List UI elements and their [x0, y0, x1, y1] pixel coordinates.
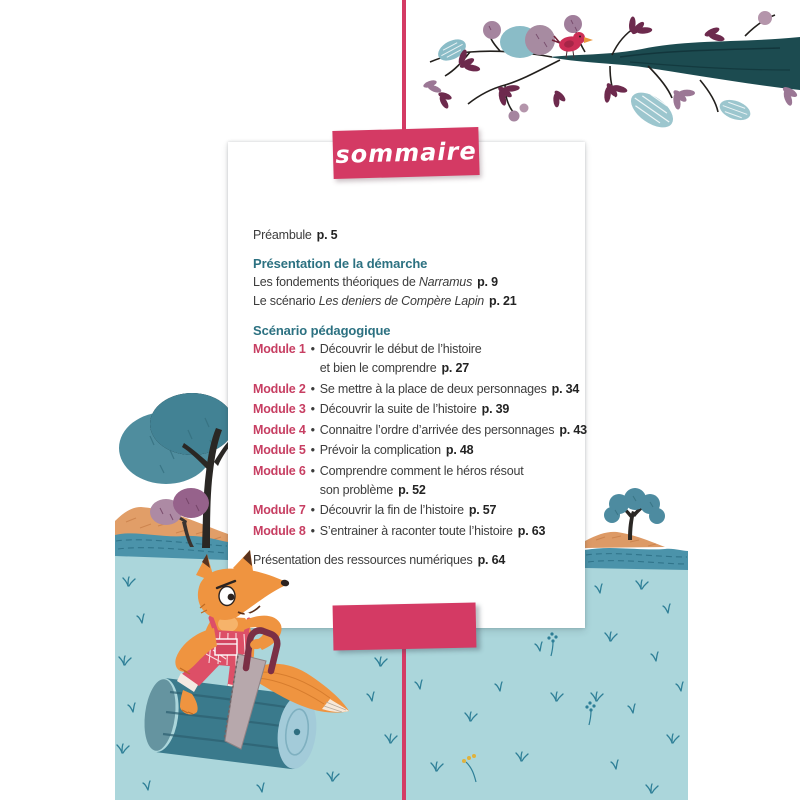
module-text: S’entrainer à raconter toute l’histoire [319, 523, 513, 538]
toc-preamble [253, 226, 579, 245]
page-number: p. 48 [445, 443, 474, 457]
footer-label: Présentation des ressources numériques [253, 552, 473, 567]
preamble-label: Préambule [253, 228, 312, 242]
module-label: Module 8 [253, 523, 306, 538]
module-text: Comprendre comment le héros résout [319, 463, 524, 478]
module-text: Se mettre à la place de deux personnages [319, 381, 547, 396]
page-number: p. 57 [468, 503, 497, 517]
ribbon-tab-bottom [333, 603, 477, 651]
toc-module-row [253, 340, 579, 378]
bird-icon [552, 32, 593, 58]
branch-limb [549, 37, 800, 90]
sommaire-banner [332, 127, 479, 179]
toc-section-demarche [253, 254, 579, 311]
page-number: p. 9 [477, 275, 498, 289]
module-label: Module 1 [253, 342, 306, 356]
fox-sawing-log-illustration [140, 548, 385, 783]
section-title: Présentation de la démarche [253, 256, 428, 271]
item-text-italic: Narramus [418, 275, 473, 289]
module-text: Découvrir la fin de l’histoire [319, 503, 464, 517]
section-title: Scénario pédagogique [253, 323, 391, 338]
module-text: Connaitre l’ordre d’arrivée des personnages [319, 422, 555, 437]
page-number: p. 63 [517, 523, 546, 538]
module-text: Découvrir la suite de l’histoire [319, 402, 477, 416]
toc-module-row [253, 501, 579, 520]
bullet-separator: • [310, 402, 315, 416]
item-text-italic: Les deniers de Compère Lapin [318, 294, 485, 308]
module-label: Module 5 [253, 443, 306, 457]
item-text: Les fondements théoriques de [253, 275, 419, 289]
page-number: p. 52 [398, 482, 426, 497]
toc-module-row [253, 380, 579, 399]
module-text: son problème [319, 482, 394, 497]
toc-module-row [253, 441, 579, 460]
bullet-separator: • [310, 503, 315, 517]
page-number: p. 21 [489, 294, 517, 308]
page-number: p. 64 [477, 552, 506, 567]
branch-illustration [422, 11, 800, 134]
module-label: Module 4 [253, 422, 306, 437]
bullet-separator: • [310, 443, 315, 457]
module-label: Module 7 [253, 503, 306, 517]
page-number: p. 34 [551, 381, 580, 396]
toc-item [253, 292, 579, 311]
right-stone-band [585, 548, 688, 570]
module-label: Module 2 [253, 381, 306, 396]
item-text: Le scénario [253, 294, 319, 308]
bullet-separator: • [310, 342, 315, 356]
page-number: p. 5 [316, 228, 338, 242]
ribbon-line-bottom [402, 640, 406, 800]
bullet-separator: • [310, 381, 315, 396]
toc-module-row [253, 522, 579, 541]
bullet-separator: • [310, 422, 315, 437]
page-number: p. 39 [481, 402, 510, 416]
module-text: et bien le comprendre [319, 361, 437, 375]
toc-module-row [253, 400, 579, 419]
module-label: Module 6 [253, 463, 306, 478]
module-text: Découvrir le début de l’histoire [319, 342, 482, 356]
toc-item [253, 273, 579, 292]
banner-title: sommaire [334, 137, 478, 169]
bullet-separator: • [310, 463, 315, 478]
module-text: Prévoir la complication [319, 443, 441, 457]
toc-section-scenario [253, 321, 587, 541]
ribbon-line-top [402, 0, 406, 134]
toc-module-row [253, 462, 579, 500]
module-label: Module 3 [253, 402, 306, 416]
page-number: p. 27 [441, 361, 469, 375]
toc-module-row [253, 421, 587, 440]
bullet-separator: • [310, 523, 315, 538]
page-number: p. 43 [559, 422, 587, 437]
table-of-contents [228, 142, 585, 570]
